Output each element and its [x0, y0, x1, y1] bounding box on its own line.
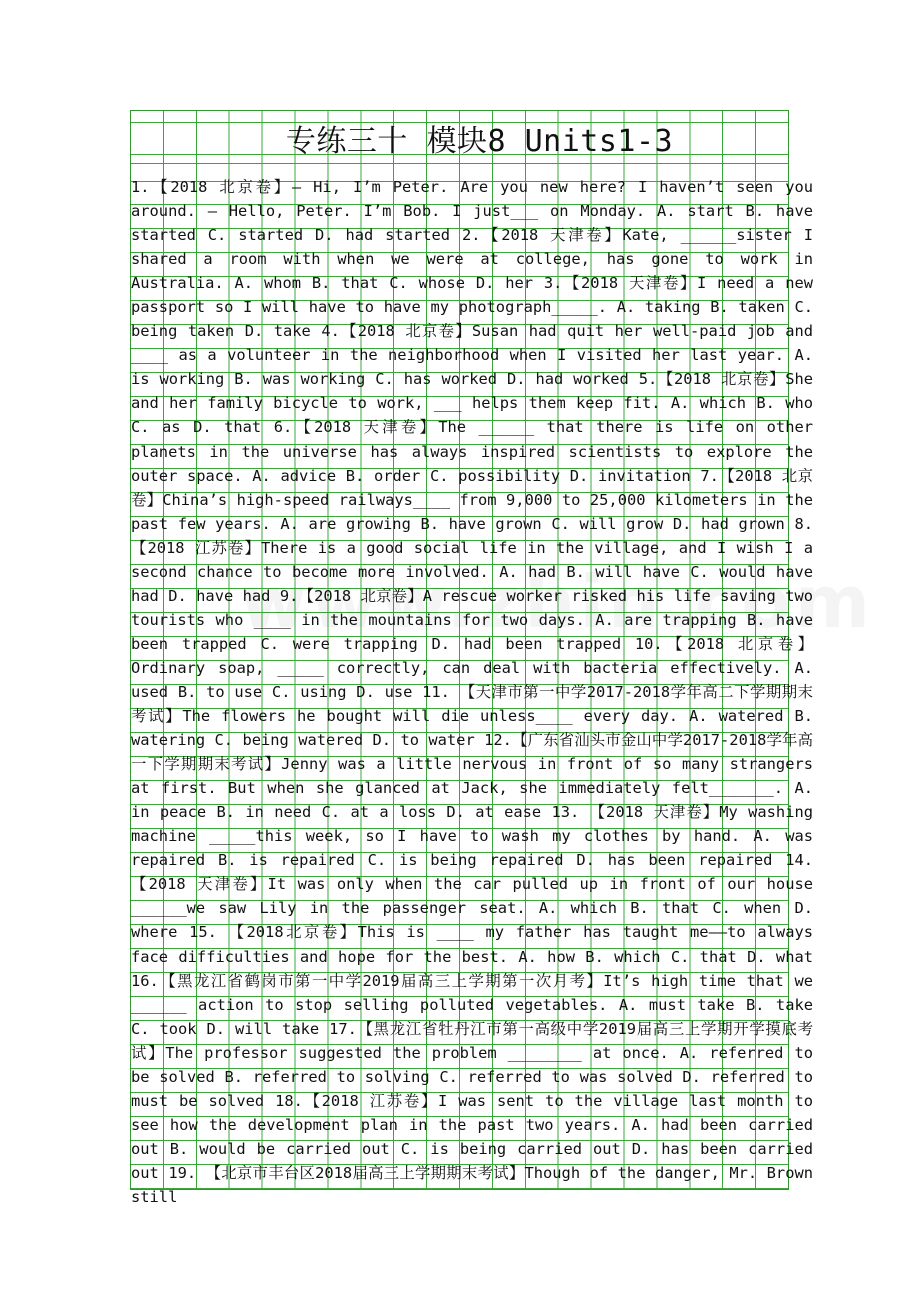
document-title: 专练三十 模块8 Units1-3	[285, 124, 674, 159]
exercise-sheet	[130, 110, 813, 1206]
exercise-text: 1.【2018 北京卷】— Hi, I’m Peter. Are you new here? I haven’t seen you around. — Hello, Peter. I’m Bob. I just___ on Monday. A. start B. have started C. started D. had started 2.【2018 天津卷】Kate, ______sister I shared a room with when we were at college, has gone to work in Australia. A. whom B. that C. whose D. her 3.【2018 天津卷】I need a new passport so I will have to have my photograph_____. A. taking B. taken C. being taken D. take 4.【2018 北京卷】Susan had quit her well-paid job and ____ as a volunteer in the neighborhood when I visited her last year. A. is working B. was working C. has worked D. had worked 5.【2018 北京卷】She and her family bicycle to work, ___ helps them keep fit. A. which B. who C. as D. that 6.【2018 天津卷】The ______ that there is life on other planets in the universe has always inspired scientists to explore the outer space. A. advice B. order C. possibility D. invitation 7.【2018 北京卷】China’s high-speed railways____ from 9,000 to 25,000 kilometers in the past few years. A. are growing B. have grown C. will grow D. had grown 8.【2018 江苏卷】There is a good social life in the village, and I wish I a second chance to become more involved. A. had B. will have C. would have had D. have had 9.【2018 北京卷】A rescue worker risked his life saving two tourists who ____ in the mountains for two days. A. are trapping B. have been trapped C. were trapping D. had been trapped 10.【2018 北京卷】Ordinary soap, _____ correctly, can deal with bacteria effectively. A. used B. to use C. using D. use 11. 【天津市第一中学2017-2018学年高二下学期期末考试】The flowers he bought will die unless____ every day. A. watered B. watering C. being watered D. to water 12.【广东省汕头市金山中学2017-2018学年高一下学期期末考试】Jenny was a little nervous in front of so many strangers at first. But when she glanced at Jack, she immediately felt_______. A. in peace B. in need C. at a loss D. at ease 13. 【2018 天津卷】My washing machine _____this week, so I have to wash my clothes by hand. A. was repaired B. is repaired C. is being repaired D. has been repaired 14. 【2018 天津卷】It was only when the car pulled up in front of our house ______we saw Lily in the passenger seat. A. which B. that C. when D. where 15. 【2018北京卷】This is ____ my father has taught me——to always face difficulties and hope for the best. A. how B. which C. that D. what 16.【黑龙江省鹤岗市第一中学2019届高三上学期第一次月考】It’s high time that we ______ action to stop selling polluted vegetables. A. must take B. take C. took D. will take 17.【黑龙江省牡丹江市第一高级中学2019届高三上学期开学摸底考试】The professor suggested the problem ________ at once. A. referred to be solved B. referred to solving C. referred to was solved D. referred to must be solved 18.【2018 江苏卷】I was sent to the village last month to see how the development plan in the past two years. A. had been carried out B. would be carried out C. is being carried out D. has been carried out 19. 【北京市丰台区2018届高三上学期期末考试】Though of the danger, Mr. Brown still	[131, 178, 813, 1206]
title-bar	[131, 122, 788, 159]
